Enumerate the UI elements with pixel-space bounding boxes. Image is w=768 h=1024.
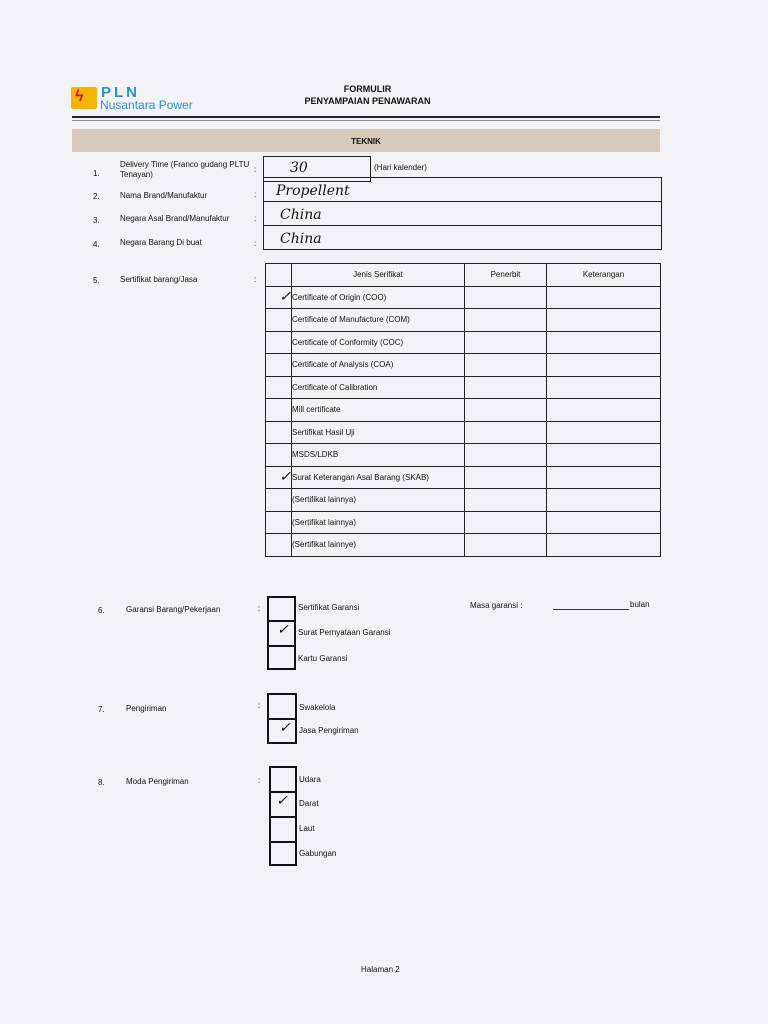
notes-field[interactable]	[547, 489, 661, 512]
field-label-certificates: Sertifikat barang/Jasa	[120, 275, 198, 284]
checkbox-mill[interactable]	[266, 399, 292, 422]
field-number: 7.	[98, 705, 105, 714]
cert-name: Mill certificate	[292, 399, 465, 422]
table-row	[266, 444, 661, 467]
issuer-field[interactable]	[465, 466, 547, 489]
issuer-field[interactable]	[465, 489, 547, 512]
check-mark: ✓	[279, 720, 291, 736]
certificate-table	[265, 263, 661, 557]
issuer-field[interactable]	[465, 511, 547, 534]
checkbox-other[interactable]	[266, 489, 292, 512]
field-number: 4.	[93, 240, 100, 249]
option-warranty-card[interactable]: Kartu Garansi	[298, 654, 348, 663]
cert-name-other[interactable]: (Sertifikat lainnya)	[292, 511, 465, 534]
table-row	[266, 534, 661, 557]
field-number: 6.	[98, 606, 105, 615]
colon: :	[254, 275, 257, 284]
notes-field[interactable]	[547, 444, 661, 467]
option-sea[interactable]: Laut	[299, 824, 315, 833]
colon: :	[254, 190, 257, 199]
divider	[72, 120, 660, 121]
field-label-made-in: Negara Barang Di buat	[120, 238, 202, 247]
colon: :	[254, 165, 257, 174]
checkbox-other[interactable]	[266, 511, 292, 534]
warranty-unit: bulan	[630, 600, 650, 609]
table-row	[266, 286, 661, 309]
field-label-origin-country: Negara Asal Brand/Manufaktur	[120, 214, 230, 223]
cert-name-other[interactable]: (Sertifikat lainnya)	[292, 489, 465, 512]
field-number: 2.	[93, 192, 100, 201]
colon: :	[258, 604, 261, 613]
notes-field[interactable]	[547, 354, 661, 377]
origin-country-value[interactable]: China	[280, 207, 322, 223]
table-row	[266, 376, 661, 399]
colon: :	[258, 701, 261, 710]
header-cert-type: Jenis Serifikat	[292, 264, 465, 287]
logo-subtitle: Nusantara Power	[100, 98, 193, 112]
field-number: 5.	[93, 276, 100, 285]
checkbox-test-result[interactable]	[266, 421, 292, 444]
colon: :	[258, 776, 261, 785]
field-number: 1.	[93, 169, 100, 178]
table-row	[266, 309, 661, 332]
table-row	[266, 489, 661, 512]
issuer-field[interactable]	[465, 309, 547, 332]
check-mark: ✓	[276, 793, 288, 809]
delivery-time-value: 30	[290, 160, 308, 176]
divider	[264, 201, 661, 202]
issuer-field[interactable]	[465, 421, 547, 444]
form-title: FORMULIR PENYAMPAIAN PENAWARAN	[304, 84, 431, 106]
lightning-icon: ϟ	[75, 88, 84, 105]
table-row	[266, 399, 661, 422]
divider	[269, 816, 297, 818]
cert-name: Certificate of Analysis (COA)	[292, 354, 465, 377]
option-warranty-certificate[interactable]: Sertifikat Garansi	[298, 603, 360, 612]
table-row	[266, 331, 661, 354]
cert-name: Certificate of Origin (COO)	[292, 286, 465, 309]
field-number: 8.	[98, 778, 105, 787]
issuer-field[interactable]	[465, 354, 547, 377]
cert-name: Certificate of Manufacture (COM)	[292, 309, 465, 332]
cert-name: Surat Keterangan Asal Barang (SKAB)	[292, 466, 465, 489]
warranty-period-label: Masa garansi :	[470, 601, 523, 610]
notes-field[interactable]	[547, 286, 661, 309]
field-label-warranty: Garansi Barang/Pekerjaan	[126, 605, 221, 614]
divider	[72, 116, 660, 118]
table-row	[266, 354, 661, 377]
table-row	[266, 511, 661, 534]
checkbox-com[interactable]	[266, 309, 292, 332]
cert-name-other[interactable]: (Sertifikat lainnye)	[292, 534, 465, 557]
notes-field[interactable]	[547, 376, 661, 399]
notes-field[interactable]	[547, 309, 661, 332]
divider	[264, 225, 661, 226]
made-in-value[interactable]: China	[280, 231, 322, 247]
check-mark: ✓	[277, 622, 289, 638]
issuer-field[interactable]	[465, 444, 547, 467]
table-row	[266, 466, 661, 489]
field-label-shipping-mode: Moda Pengiriman	[126, 777, 189, 786]
delivery-unit: (Hari kalender)	[374, 163, 427, 172]
issuer-field[interactable]	[465, 331, 547, 354]
logo-name: PLN	[101, 84, 140, 101]
option-warranty-statement[interactable]: Surat Pernyataan Garansi	[298, 628, 391, 637]
cert-name: Certificate of Calibration	[292, 376, 465, 399]
table-header-row	[266, 264, 661, 287]
page-number: Halaman 2	[361, 965, 400, 974]
divider	[269, 841, 297, 843]
option-self-managed[interactable]: Swakelola	[299, 703, 336, 712]
header-issuer: Penerbit	[465, 264, 547, 287]
field-number: 3.	[93, 216, 100, 225]
notes-field[interactable]	[547, 399, 661, 422]
issuer-field[interactable]	[465, 376, 547, 399]
checkbox-coc[interactable]	[266, 331, 292, 354]
notes-field[interactable]	[547, 421, 661, 444]
issuer-field[interactable]	[465, 399, 547, 422]
table-row	[266, 421, 661, 444]
brand-value[interactable]: Propellent	[276, 183, 350, 199]
notes-field[interactable]	[547, 534, 661, 557]
notes-field[interactable]	[547, 466, 661, 489]
checkbox-calibration[interactable]	[266, 376, 292, 399]
cert-name: Certificate of Conformity (COC)	[292, 331, 465, 354]
option-shipping-service[interactable]: Jasa Pengiriman	[299, 726, 359, 735]
field-label-delivery-method: Pengiriman	[126, 704, 167, 713]
checkbox-coa[interactable]	[266, 354, 292, 377]
cert-name: Sertifikat Hasil Uji	[292, 421, 465, 444]
section-title: TEKNIK	[351, 137, 381, 146]
option-combined[interactable]: Gabungan	[299, 849, 337, 858]
issuer-field[interactable]	[465, 286, 547, 309]
check-mark: ✓	[279, 289, 291, 306]
field-label-brand: Nama Brand/Manufaktur	[120, 191, 208, 200]
colon: :	[254, 214, 257, 223]
divider	[267, 645, 296, 647]
issuer-field[interactable]	[465, 534, 547, 557]
colon: :	[254, 239, 257, 248]
checkbox-other[interactable]	[266, 534, 292, 557]
checkbox-msds[interactable]	[266, 444, 292, 467]
header-notes: Keterangan	[547, 264, 661, 287]
check-mark: ✓	[279, 469, 291, 486]
option-land[interactable]: Darat	[299, 799, 319, 808]
warranty-period-field[interactable]	[553, 609, 629, 610]
checkbox-skab[interactable]	[266, 466, 292, 489]
cert-name: MSDS/LDKB	[292, 444, 465, 467]
checkbox-coo[interactable]	[266, 286, 292, 309]
field-label-delivery: Delivery Time (Franco gudang PLTU Tenayan)	[120, 160, 250, 179]
option-air[interactable]: Udara	[299, 775, 321, 784]
notes-field[interactable]	[547, 331, 661, 354]
notes-field[interactable]	[547, 511, 661, 534]
